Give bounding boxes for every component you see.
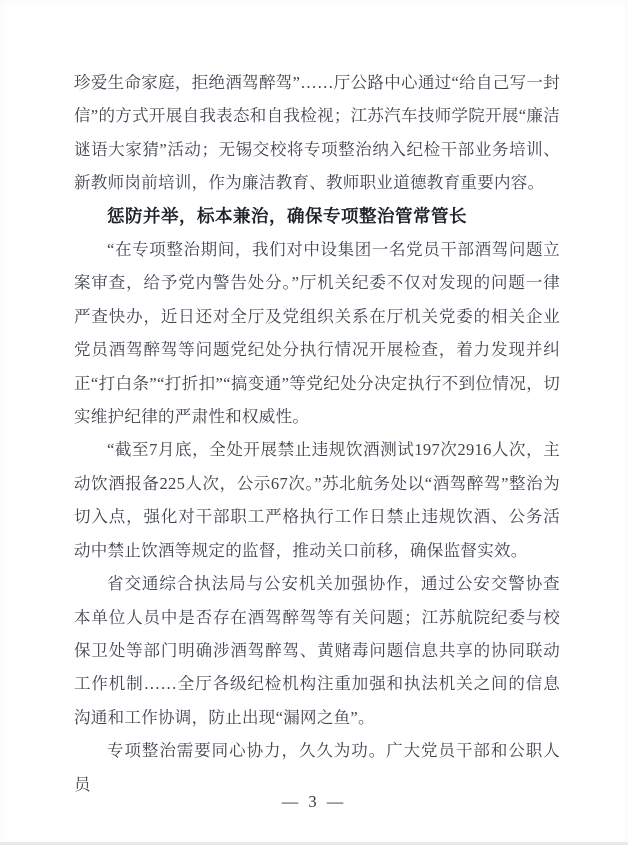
paragraph-continuation: 珍爱生命家庭，拒绝酒驾醉驾”……厅公路中心通过“给自己写一封信”的方式开展自我表态和自我检视；江苏汽车技师学院开展“廉洁谜语大家猜”活动；无锡交校将专项整治纳入纪检干部业务培训、新教师岗前培训，作为廉洁教育、教师职业道德教育重要内容。 (74, 73, 560, 193)
paragraph: 专项整治需要同心协力，久久为功。广大党员干部和公职人员 (74, 741, 560, 794)
section-heading: 惩防并举，标本兼治，确保专项整治管常管长 (107, 205, 467, 226)
paragraph: “截至7月底，全处开展禁止违规饮酒测试197次2916人次，主动饮酒报备225人次，公示67次。”苏北航务处以“酒驾醉驾”整治为切入点，强化对干部职工严格执行工作日禁止违规饮酒、公务活动中禁止饮酒等规定的监督，推动关口前移，确保监督实效。 (74, 440, 560, 560)
paragraph: 省交通综合执法局与公安机关加强协作，通过公安交警协查本单位人员中是否存在酒驾醉驾等有关问题；江苏航院纪委与校保卫处等部门明确涉酒驾醉驾、黄赌毒问题信息共享的协同联动工作机制……全厅各级纪检机构注重加强和执法机关之间的信息沟通和工作协调，防止出现“漏网之鱼”。 (74, 574, 560, 727)
paragraph: “在专项整治期间，我们对中设集团一名党员干部酒驾问题立案审查，给予党内警告处分。”厅机关纪委不仅对发现的问题一律严查快办，近日还对全厅及党组织关系在厅机关党委的相关企业党员酒驾醉驾等问题党纪处分执行情况开展检查，着力发现并纠正“打白条”“打折扣”“搞变通”等党纪处分决定执行不到位情况，切实维护纪律的严肃性和权威性。 (74, 240, 560, 427)
text-block (74, 66, 560, 801)
page-number: — 3 — (281, 792, 347, 811)
